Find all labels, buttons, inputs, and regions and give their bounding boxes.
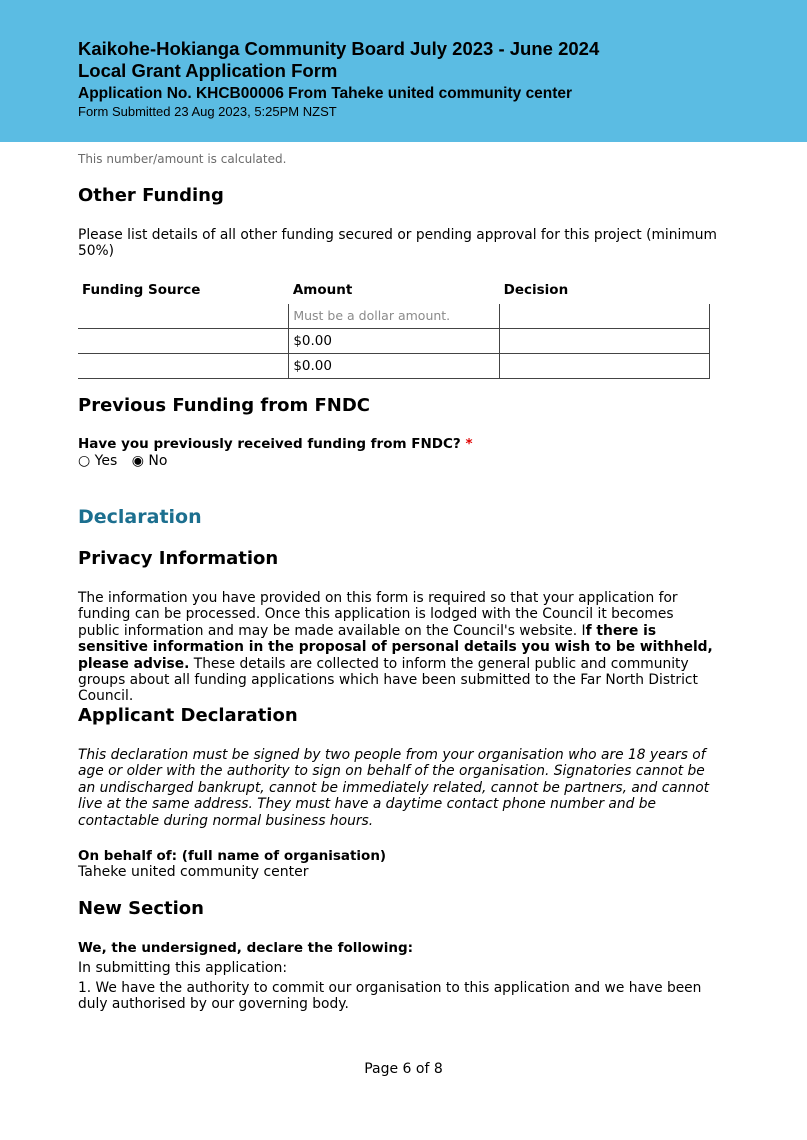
application-number: Application No. KHCB00006 From Taheke united community center (78, 85, 573, 102)
amount-cell: $0.00 (289, 329, 500, 354)
form-title: Local Grant Application Form (78, 60, 338, 81)
decision-cell (500, 329, 710, 354)
table-hint-row (78, 304, 710, 329)
applicant-declaration-title: Applicant Declaration (78, 705, 298, 726)
decision-cell (500, 354, 710, 379)
declaration-title: Declaration (78, 506, 202, 528)
column-header-amount: Amount (292, 282, 353, 298)
applicant-declaration-text: This declaration must be signed by two people from your organisation who are 18 years of age or older with the authority to sign on behalf of the organisation. Signatories cannot be an undischarged bankrupt, cannot be immediately related, cannot be partners, and cannot live at the same address. They must have a daytime contact phone number and be contactable during normal business hours. (78, 747, 710, 829)
form-header (0, 0, 807, 142)
funding-source-cell (78, 354, 289, 379)
radio-no[interactable]: ◉ No (131, 453, 168, 469)
calculated-note: This number/amount is calculated. (78, 152, 287, 166)
privacy-title: Privacy Information (78, 548, 279, 569)
radio-empty-icon: ○ (78, 453, 91, 469)
table-row (78, 329, 710, 354)
amount-cell: $0.00 (289, 354, 500, 379)
radio-selected-icon: ◉ (131, 453, 144, 469)
other-funding-description: Please list details of all other funding secured or pending approval for this project (minimum 50%) (78, 227, 717, 260)
column-header-funding-source: Funding Source (82, 282, 201, 298)
previous-funding-options (78, 453, 177, 469)
board-title: Kaikohe-Hokianga Community Board July 2023 - June 2024 (78, 38, 600, 59)
table-header-row (78, 282, 710, 304)
table-row (78, 354, 710, 379)
declaration-item-1: 1. We have the authority to commit our organisation to this application and we have been duly authorised by our governing body. (78, 980, 702, 1013)
other-funding-table (78, 282, 710, 379)
page-number: Page 6 of 8 (364, 1061, 443, 1077)
hint-cell-decision (500, 304, 710, 329)
behalf-label: On behalf of: (full name of organisation) (78, 848, 387, 864)
hint-cell-source (78, 304, 289, 329)
previous-funding-title: Previous Funding from FNDC (78, 395, 370, 416)
new-section-title: New Section (78, 898, 204, 919)
behalf-value: Taheke united community center (78, 864, 309, 880)
column-header-decision: Decision (503, 282, 569, 298)
previous-funding-question: Have you previously received funding from FNDC? * (78, 436, 473, 452)
submitting-intro: In submitting this application: (78, 960, 288, 976)
privacy-text: The information you have provided on this form is required so that your application for funding can be processed. Once this application is lodged with the Council it becomes public information and may be made available on the Council's website. If there is sensitive information in the proposal of personal details you wish to be withheld, please advise. These details are collected to inform the general public and community groups about all funding applications which have been submitted to the Far North District Council. (78, 590, 713, 705)
other-funding-title: Other Funding (78, 185, 224, 206)
required-marker: * (465, 436, 473, 452)
funding-source-cell (78, 329, 289, 354)
submitted-date: Form Submitted 23 Aug 2023, 5:25PM NZST (78, 104, 337, 119)
amount-hint: Must be a dollar amount. (289, 304, 500, 329)
radio-yes[interactable]: ○ Yes (78, 453, 118, 469)
undersigned-label: We, the undersigned, declare the following: (78, 940, 414, 956)
